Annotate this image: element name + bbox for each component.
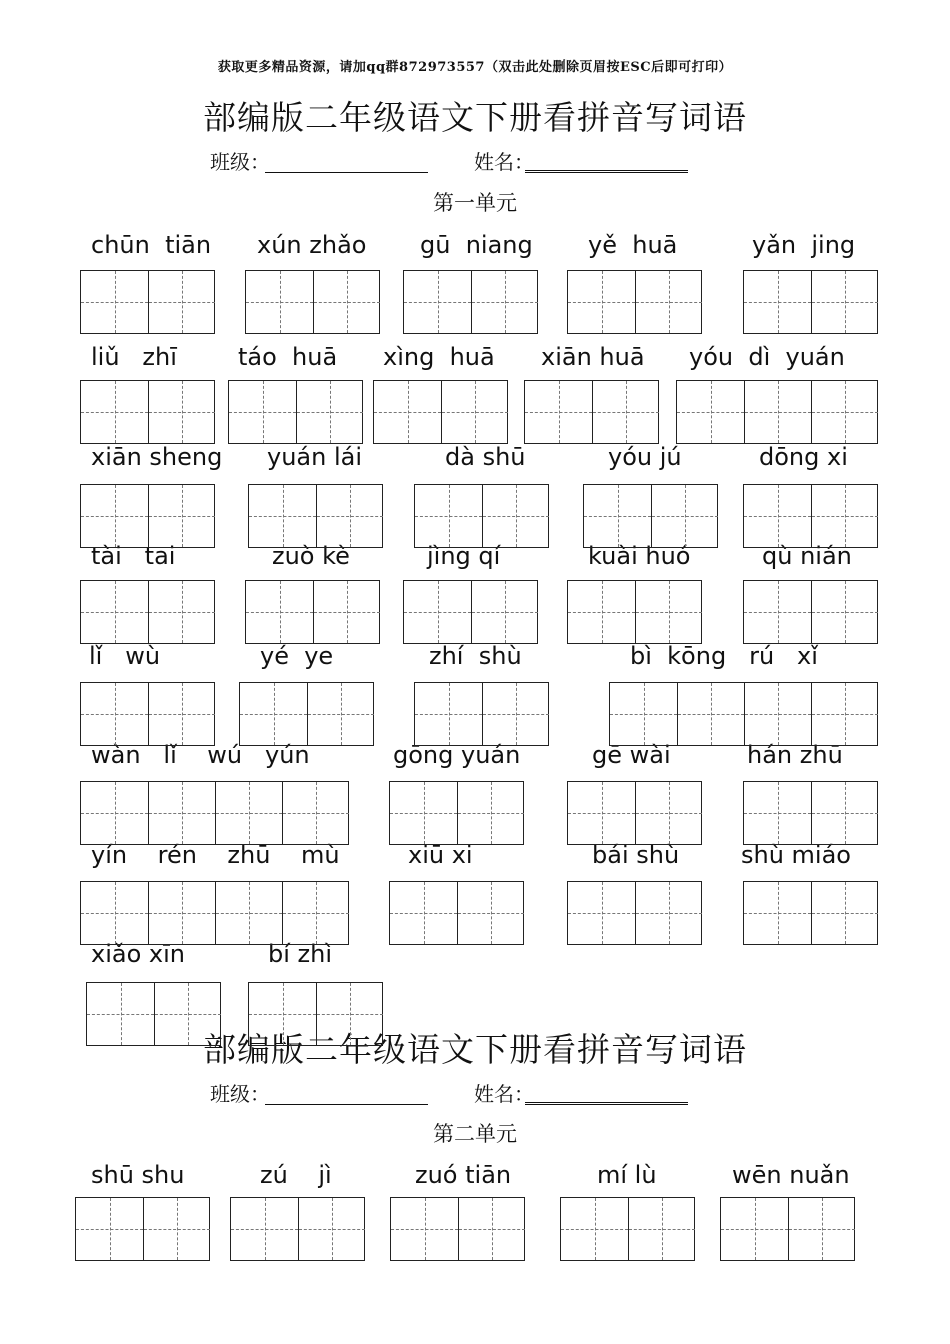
guide-line-horizontal (652, 516, 718, 517)
guide-line-horizontal (404, 302, 471, 303)
character-cell[interactable] (148, 381, 215, 443)
character-cell[interactable] (458, 1198, 525, 1260)
character-cell[interactable] (81, 882, 148, 944)
character-cell[interactable] (441, 381, 508, 443)
character-cell[interactable] (282, 782, 349, 844)
pinyin-prompt: xiū xi (408, 841, 473, 869)
character-cell[interactable] (457, 782, 524, 844)
character-cell[interactable] (744, 381, 811, 443)
writing-grid[interactable] (524, 380, 659, 444)
writing-grid[interactable] (743, 881, 878, 945)
character-cell[interactable] (415, 485, 482, 547)
character-cell[interactable] (635, 271, 702, 333)
character-cell[interactable] (316, 485, 383, 547)
guide-line-horizontal (744, 302, 811, 303)
guide-line-horizontal (283, 813, 349, 814)
guide-line-horizontal (584, 516, 651, 517)
guide-line-horizontal (525, 412, 592, 413)
writing-grid[interactable] (248, 982, 383, 1046)
writing-grid[interactable] (245, 580, 380, 644)
character-cell[interactable] (76, 1198, 143, 1260)
writing-grid[interactable] (403, 270, 538, 334)
guide-line-horizontal (404, 612, 471, 613)
character-cell[interactable] (811, 271, 878, 333)
character-cell[interactable] (568, 271, 635, 333)
guide-line-horizontal (415, 714, 482, 715)
pinyin-prompt: yuán lái (267, 443, 363, 471)
guide-line-horizontal (317, 1014, 383, 1015)
character-cell[interactable] (391, 1198, 458, 1260)
writing-grid[interactable] (567, 580, 702, 644)
guide-line-horizontal (149, 516, 215, 517)
writing-grid[interactable] (390, 1197, 525, 1261)
writing-grid[interactable] (389, 781, 524, 845)
guide-line-horizontal (149, 913, 215, 914)
guide-line-horizontal (231, 1229, 298, 1230)
guide-line-horizontal (593, 412, 659, 413)
guide-line-horizontal (246, 612, 313, 613)
guide-line-horizontal (249, 1014, 316, 1015)
character-cell[interactable] (81, 581, 148, 643)
guide-line-horizontal (744, 516, 811, 517)
character-cell[interactable] (811, 683, 878, 745)
character-cell[interactable] (744, 581, 811, 643)
guide-line-horizontal (216, 813, 282, 814)
character-cell[interactable] (677, 381, 744, 443)
character-cell[interactable] (482, 485, 549, 547)
guide-line-horizontal (483, 714, 549, 715)
guide-line-horizontal (240, 714, 307, 715)
pinyin-prompt: wàn lǐ wú yún (91, 741, 310, 769)
pinyin-prompt: tài tai (91, 542, 176, 570)
character-cell[interactable] (246, 581, 313, 643)
guide-line-horizontal (283, 913, 349, 914)
guide-line-horizontal (458, 913, 524, 914)
pinyin-prompt: xiǎo xīn (91, 940, 185, 968)
guide-line-horizontal (745, 714, 811, 715)
guide-line-horizontal (744, 813, 811, 814)
guide-line-horizontal (149, 412, 215, 413)
pinyin-prompt: xún zhǎo (257, 231, 367, 259)
character-cell[interactable] (628, 1198, 695, 1260)
writing-grid[interactable] (403, 580, 538, 644)
class-label: 班级： (210, 1082, 270, 1106)
pinyin-prompt: jìng qí (427, 542, 501, 570)
guide-line-horizontal (81, 714, 148, 715)
guide-line-horizontal (81, 302, 148, 303)
guide-line-horizontal (458, 813, 524, 814)
character-cell[interactable] (249, 983, 316, 1045)
pinyin-prompt: gē wài (592, 741, 671, 769)
character-cell[interactable] (282, 882, 349, 944)
character-cell[interactable] (246, 271, 313, 333)
character-cell[interactable] (296, 381, 363, 443)
guide-line-horizontal (483, 516, 549, 517)
character-cell[interactable] (298, 1198, 365, 1260)
guide-line-horizontal (149, 612, 215, 613)
character-cell[interactable] (457, 882, 524, 944)
pinyin-prompt: gū niang (420, 231, 533, 259)
character-cell[interactable] (240, 683, 307, 745)
character-cell[interactable] (415, 683, 482, 745)
writing-grid[interactable] (228, 380, 363, 444)
character-cell[interactable] (811, 485, 878, 547)
character-cell[interactable] (307, 683, 374, 745)
guide-line-horizontal (246, 302, 313, 303)
character-cell[interactable] (81, 271, 148, 333)
character-cell[interactable] (215, 782, 282, 844)
name-label: 姓名： (474, 150, 534, 174)
guide-line-horizontal (812, 813, 878, 814)
guide-line-horizontal (81, 813, 148, 814)
guide-line-horizontal (472, 612, 538, 613)
character-cell[interactable] (471, 581, 538, 643)
writing-grid[interactable] (86, 982, 221, 1046)
character-cell[interactable] (148, 782, 215, 844)
class-field[interactable] (265, 172, 428, 173)
name-field[interactable] (525, 1102, 688, 1105)
guide-line-horizontal (677, 412, 744, 413)
guide-line-horizontal (561, 1229, 628, 1230)
character-cell[interactable] (744, 683, 811, 745)
writing-grid[interactable] (414, 682, 549, 746)
writing-grid[interactable] (80, 484, 215, 548)
character-cell[interactable] (87, 983, 154, 1045)
name-label: 姓名： (474, 1082, 534, 1106)
guide-line-horizontal (812, 714, 878, 715)
pinyin-prompt: bì kōng rú xǐ (630, 642, 818, 670)
writing-grid[interactable] (567, 881, 702, 945)
character-cell[interactable] (143, 1198, 210, 1260)
character-cell[interactable] (525, 381, 592, 443)
pinyin-prompt: dà shū (445, 443, 526, 471)
character-cell[interactable] (635, 882, 702, 944)
guide-line-horizontal (812, 612, 878, 613)
guide-line-horizontal (812, 516, 878, 517)
guide-line-horizontal (155, 1014, 221, 1015)
pinyin-prompt: chūn tiān (91, 231, 212, 259)
writing-grid[interactable] (80, 682, 215, 746)
pinyin-prompt: yě huā (588, 231, 678, 259)
writing-grid[interactable] (743, 580, 878, 644)
pinyin-prompt: kuài huó (588, 542, 691, 570)
guide-line-horizontal (76, 1229, 143, 1230)
character-cell[interactable] (316, 983, 383, 1045)
pinyin-prompt: xiān huā (541, 343, 645, 371)
character-cell[interactable] (81, 782, 148, 844)
pinyin-prompt: xìng huā (383, 343, 495, 371)
writing-grid[interactable] (583, 484, 718, 548)
pinyin-prompt: shū shu (91, 1161, 185, 1189)
pinyin-prompt: shù miáo (741, 841, 851, 869)
pinyin-prompt: mí lù (597, 1161, 657, 1189)
character-cell[interactable] (404, 581, 471, 643)
pinyin-prompt: gōng yuán (393, 741, 521, 769)
guide-line-horizontal (297, 412, 363, 413)
writing-grid[interactable] (245, 270, 380, 334)
character-cell[interactable] (148, 683, 215, 745)
guide-line-horizontal (744, 913, 811, 914)
character-cell[interactable] (721, 1198, 788, 1260)
guide-line-horizontal (374, 412, 441, 413)
guide-line-horizontal (149, 302, 215, 303)
character-cell[interactable] (148, 581, 215, 643)
guide-line-horizontal (812, 913, 878, 914)
writing-grid[interactable] (239, 682, 374, 746)
pinyin-prompt: yǎn jing (752, 231, 856, 259)
character-cell[interactable] (148, 485, 215, 547)
guide-line-horizontal (216, 913, 282, 914)
pinyin-prompt: zhí shù (429, 642, 522, 670)
character-cell[interactable] (635, 782, 702, 844)
writing-grid[interactable] (567, 270, 702, 334)
pinyin-prompt: zuò kè (272, 542, 350, 570)
writing-grid[interactable] (743, 270, 878, 334)
character-cell[interactable] (811, 381, 878, 443)
character-cell[interactable] (390, 882, 457, 944)
character-cell[interactable] (811, 581, 878, 643)
pinyin-prompt: yín rén zhū mù (91, 841, 340, 869)
guide-line-horizontal (568, 913, 635, 914)
character-cell[interactable] (229, 381, 296, 443)
guide-line-horizontal (149, 714, 215, 715)
unit-title: 第一单元 (433, 191, 517, 215)
guide-line-horizontal (317, 516, 383, 517)
writing-grid[interactable] (560, 1197, 695, 1261)
character-cell[interactable] (744, 271, 811, 333)
name-field[interactable] (525, 170, 688, 173)
pinyin-prompt: yóu jú (608, 443, 682, 471)
character-cell[interactable] (404, 271, 471, 333)
guide-line-horizontal (249, 516, 316, 517)
writing-grid[interactable] (80, 270, 215, 334)
guide-line-horizontal (636, 612, 702, 613)
guide-line-horizontal (745, 412, 811, 413)
writing-grid[interactable] (80, 781, 349, 845)
character-cell[interactable] (788, 1198, 855, 1260)
guide-line-horizontal (636, 913, 702, 914)
character-cell[interactable] (744, 485, 811, 547)
page-title: 部编版二年级语文下册看拼音写词语 (203, 98, 747, 137)
pinyin-prompt: zú jì (260, 1161, 332, 1189)
character-cell[interactable] (81, 381, 148, 443)
character-cell[interactable] (81, 485, 148, 547)
guide-line-horizontal (299, 1229, 365, 1230)
pinyin-prompt: dōng xi (759, 443, 848, 471)
character-cell[interactable] (249, 485, 316, 547)
pinyin-prompt: lǐ wù (89, 642, 161, 670)
pinyin-prompt: hán zhū (747, 741, 843, 769)
writing-grid[interactable] (248, 484, 383, 548)
pinyin-prompt: qù nián (762, 542, 852, 570)
guide-line-horizontal (81, 516, 148, 517)
character-cell[interactable] (635, 581, 702, 643)
guide-line-horizontal (789, 1229, 855, 1230)
pinyin-prompt: wēn nuǎn (732, 1161, 850, 1189)
character-cell[interactable] (568, 782, 635, 844)
guide-line-horizontal (568, 813, 635, 814)
writing-grid[interactable] (80, 380, 215, 444)
character-cell[interactable] (677, 683, 744, 745)
pinyin-prompt: bái shù (592, 841, 680, 869)
guide-line-horizontal (81, 612, 148, 613)
writing-grid[interactable] (743, 781, 878, 845)
character-cell[interactable] (651, 485, 718, 547)
guide-line-horizontal (229, 412, 296, 413)
character-cell[interactable] (561, 1198, 628, 1260)
character-cell[interactable] (215, 882, 282, 944)
writing-grid[interactable] (414, 484, 549, 548)
character-cell[interactable] (374, 381, 441, 443)
header-note[interactable]: 获取更多精品资源，请加qq群872973557（双击此处删除页眉按ESC后即可打印） (217, 60, 733, 75)
guide-line-horizontal (629, 1229, 695, 1230)
guide-line-horizontal (459, 1229, 525, 1230)
writing-grid[interactable] (609, 682, 878, 746)
unit-title: 第二单元 (433, 1122, 517, 1146)
pinyin-prompt: bí zhì (268, 940, 333, 968)
writing-grid[interactable] (80, 881, 349, 945)
writing-grid[interactable] (567, 781, 702, 845)
guide-line-horizontal (442, 412, 508, 413)
guide-line-horizontal (636, 813, 702, 814)
character-cell[interactable] (811, 782, 878, 844)
character-cell[interactable] (148, 882, 215, 944)
guide-line-horizontal (636, 302, 702, 303)
guide-line-horizontal (744, 612, 811, 613)
character-cell[interactable] (584, 485, 651, 547)
guide-line-horizontal (610, 714, 677, 715)
pinyin-prompt: yóu dì yuán (689, 343, 845, 371)
character-cell[interactable] (744, 782, 811, 844)
pinyin-prompt: xiān sheng (91, 443, 223, 471)
guide-line-horizontal (721, 1229, 788, 1230)
character-cell[interactable] (811, 882, 878, 944)
page-title: 部编版二年级语文下册看拼音写词语 (203, 1030, 747, 1069)
guide-line-horizontal (472, 302, 538, 303)
character-cell[interactable] (610, 683, 677, 745)
writing-grid[interactable] (389, 881, 524, 945)
character-cell[interactable] (568, 882, 635, 944)
pinyin-prompt: yé ye (260, 642, 334, 670)
guide-line-horizontal (81, 412, 148, 413)
guide-line-horizontal (678, 714, 744, 715)
character-cell[interactable] (390, 782, 457, 844)
guide-line-horizontal (812, 302, 878, 303)
pinyin-prompt: liǔ zhī (91, 343, 177, 371)
guide-line-horizontal (390, 913, 457, 914)
pinyin-prompt: táo huā (238, 343, 338, 371)
guide-line-horizontal (81, 913, 148, 914)
guide-line-horizontal (390, 813, 457, 814)
guide-line-horizontal (812, 412, 878, 413)
character-cell[interactable] (482, 683, 549, 745)
class-label: 班级： (210, 150, 270, 174)
writing-grid[interactable] (373, 380, 508, 444)
character-cell[interactable] (313, 581, 380, 643)
writing-grid[interactable] (80, 580, 215, 644)
writing-grid[interactable] (720, 1197, 855, 1261)
character-cell[interactable] (592, 381, 659, 443)
class-field[interactable] (265, 1104, 428, 1105)
guide-line-horizontal (568, 302, 635, 303)
character-cell[interactable] (81, 683, 148, 745)
guide-line-horizontal (149, 813, 215, 814)
guide-line-horizontal (568, 612, 635, 613)
guide-line-horizontal (314, 612, 380, 613)
character-cell[interactable] (148, 271, 215, 333)
guide-line-horizontal (308, 714, 374, 715)
guide-line-horizontal (144, 1229, 210, 1230)
character-cell[interactable] (471, 271, 538, 333)
writing-grid[interactable] (676, 380, 878, 444)
writing-grid[interactable] (75, 1197, 210, 1261)
pinyin-prompt: zuó tiān (415, 1161, 512, 1189)
character-cell[interactable] (568, 581, 635, 643)
writing-grid[interactable] (743, 484, 878, 548)
character-cell[interactable] (744, 882, 811, 944)
character-cell[interactable] (154, 983, 221, 1045)
guide-line-horizontal (415, 516, 482, 517)
guide-line-horizontal (87, 1014, 154, 1015)
writing-grid[interactable] (230, 1197, 365, 1261)
guide-line-horizontal (391, 1229, 458, 1230)
guide-line-horizontal (314, 302, 380, 303)
character-cell[interactable] (231, 1198, 298, 1260)
character-cell[interactable] (313, 271, 380, 333)
